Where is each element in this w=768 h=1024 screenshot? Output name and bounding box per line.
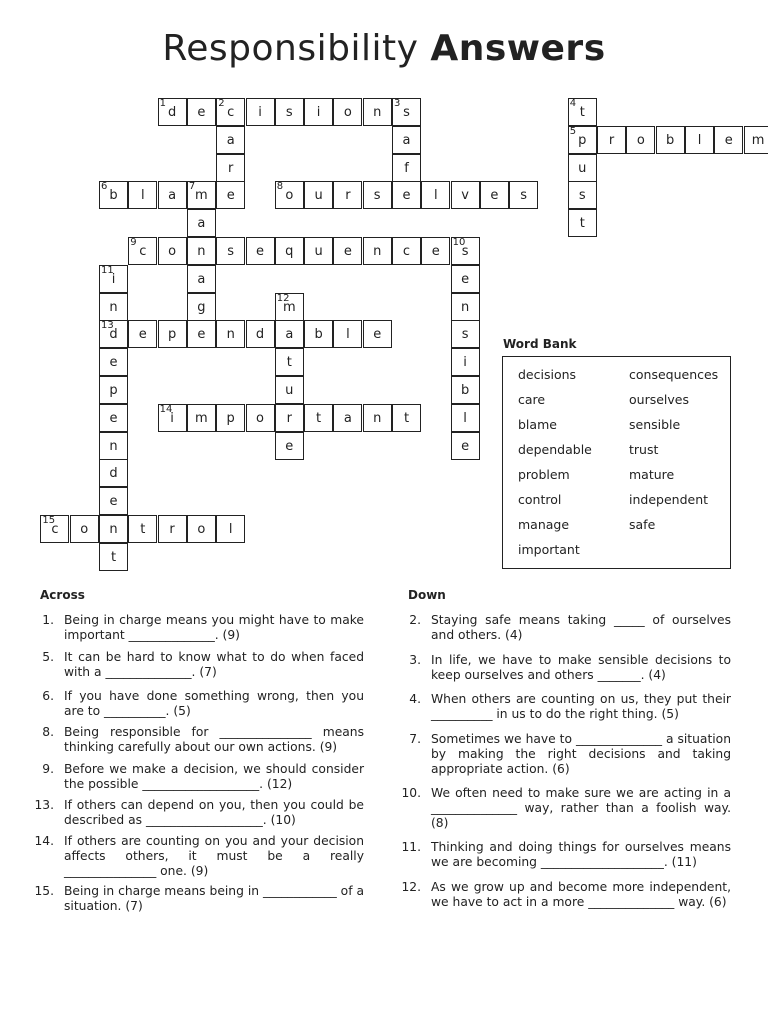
word-bank-item: decisions [518, 367, 577, 382]
cell-letter: e [343, 244, 352, 259]
cell-letter: s [461, 327, 469, 343]
cell-letter: l [697, 132, 702, 148]
crossword-cell [333, 98, 362, 126]
clue-number: 3 [394, 98, 401, 109]
crossword-cell [99, 459, 128, 487]
cell-letter: e [197, 327, 206, 343]
cell-letter: d [167, 105, 177, 120]
cell-letter: m [195, 188, 208, 204]
down-heading: Down [408, 588, 446, 602]
crossword-cell [451, 348, 480, 376]
crossword-cell [597, 126, 626, 154]
clue-text: As we grow up and become more independent, we have to act in a more ______________ way. (6) [431, 880, 731, 909]
crossword-cell [451, 293, 480, 321]
cell-letter: o [343, 105, 352, 120]
cell-letter: o [636, 132, 645, 148]
crossword-cell [275, 348, 304, 376]
cell-letter: e [373, 327, 382, 343]
crossword-cell [275, 237, 304, 265]
clue-number: 5. [42, 650, 54, 664]
word-bank-item: sensible [629, 417, 681, 432]
crossword-cell [158, 98, 187, 126]
word-bank [502, 356, 731, 569]
cell-letter: b [314, 327, 323, 343]
crossword-cell [333, 404, 362, 432]
clue-number: 1. [42, 613, 54, 627]
crossword-cell [187, 404, 216, 432]
crossword-cell [451, 404, 480, 432]
cell-letter: s [227, 244, 235, 259]
cell-letter: c [51, 522, 59, 537]
clue-number: 9 [130, 237, 137, 248]
crossword-cell [128, 320, 157, 348]
crossword-cell [509, 181, 538, 209]
cell-letter: p [109, 383, 118, 398]
crossword-cell [128, 237, 157, 265]
crossword-cell [275, 404, 304, 432]
crossword-cell [216, 404, 245, 432]
crossword-cell [187, 181, 216, 209]
clue-text: Staying safe means taking _____ of ourselves and others. (4) [431, 613, 731, 642]
cell-letter: s [403, 105, 410, 120]
clue-number: 14. [34, 834, 54, 848]
clue-text: Being responsible for _______________ means thinking carefully about our own actions. (9) [64, 725, 364, 754]
crossword-cell [363, 181, 392, 209]
crossword-cell [99, 404, 128, 432]
crossword-cell [246, 404, 275, 432]
cell-letter: o [80, 522, 89, 537]
clue-number: 6. [42, 689, 54, 703]
word-bank-item: dependable [518, 442, 592, 457]
cell-letter: r [169, 522, 175, 537]
crossword-cell [304, 320, 333, 348]
cell-letter: e [724, 132, 733, 148]
cell-letter: a [168, 188, 177, 204]
crossword-cell [656, 126, 685, 154]
crossword-cell [363, 404, 392, 432]
cell-letter: n [109, 299, 118, 315]
crossword-cell [99, 376, 128, 404]
clue-number: 2 [218, 98, 225, 109]
clue-text: It can be hard to know what to do when faced with a ______________. (7) [64, 650, 364, 679]
word-bank-item: important [518, 542, 580, 557]
cell-letter: e [226, 188, 235, 204]
cell-letter: a [285, 327, 294, 343]
cell-letter: e [461, 438, 470, 454]
crossword-cell [99, 348, 128, 376]
crossword-cell [275, 98, 304, 126]
word-bank-item: consequences [629, 367, 719, 382]
cell-letter: p [578, 132, 587, 148]
crossword-cell [216, 515, 245, 543]
cell-letter: e [109, 410, 118, 426]
cell-letter: e [461, 271, 470, 287]
clue-text: Being in charge means being in ____________ of a situation. (7) [64, 884, 364, 913]
crossword-cell [568, 209, 597, 237]
clue-number: 13. [34, 798, 54, 812]
crossword-cell [451, 376, 480, 404]
crossword-cell [246, 98, 275, 126]
word-bank-item: control [518, 492, 562, 507]
crossword-cell [392, 237, 421, 265]
cell-letter: i [463, 355, 467, 371]
word-bank-item: safe [629, 517, 656, 532]
word-bank-item: manage [518, 517, 570, 532]
cell-letter: i [316, 105, 321, 120]
cell-letter: r [228, 160, 234, 176]
cell-letter: n [109, 522, 118, 537]
cell-letter: d [109, 466, 118, 482]
crossword-cell [392, 126, 421, 154]
cell-letter: e [285, 438, 294, 454]
clue-text: When others are counting on us, they put their __________ in us to do the right thing. (5) [431, 692, 731, 721]
cell-letter: i [111, 271, 116, 287]
crossword-cell [363, 98, 392, 126]
cell-letter: a [197, 216, 206, 232]
clue-number: 3. [409, 653, 421, 667]
clue-text: If others are counting on you and your decision affects others, it must be a really _______________ one. (9) [64, 834, 364, 878]
cell-letter: s [461, 244, 469, 259]
crossword-cell [392, 98, 421, 126]
crossword-cell [275, 293, 304, 321]
word-bank-item: care [518, 392, 546, 407]
word-bank-title: Word Bank [503, 337, 577, 351]
cell-letter: e [256, 244, 264, 259]
crossword-cell [333, 320, 362, 348]
crossword-cell [187, 293, 216, 321]
cell-letter: e [138, 327, 147, 343]
crossword-cell [187, 237, 216, 265]
crossword-cell [246, 320, 275, 348]
crossword-cell [158, 181, 187, 209]
cell-letter: c [139, 244, 147, 259]
crossword-cell [99, 487, 128, 515]
clue-text: Thinking and doing things for ourselves means we are becoming ____________________. (11) [431, 840, 731, 869]
cell-letter: l [228, 522, 233, 537]
crossword-cell [392, 404, 421, 432]
cell-letter: t [579, 216, 585, 232]
clue-number: 4. [409, 692, 421, 706]
cell-letter: c [227, 105, 235, 120]
word-bank-item: problem [518, 467, 570, 482]
crossword-cell [451, 181, 480, 209]
crossword-cell [275, 181, 304, 209]
clue-text: Before we make a decision, we should consider the possible ___________________. (12) [64, 762, 364, 791]
crossword-cell [568, 154, 597, 182]
cell-letter: n [460, 299, 470, 315]
cell-letter: o [285, 188, 294, 204]
cell-letter: u [314, 244, 323, 259]
clue-number: 14 [159, 403, 173, 415]
cell-letter: l [463, 410, 467, 426]
crossword-cell [304, 237, 333, 265]
crossword-cell [480, 181, 509, 209]
title-main: Responsibility [162, 28, 419, 69]
crossword-cell [451, 237, 480, 265]
clue-number: 15. [34, 884, 54, 898]
cell-letter: s [578, 188, 586, 204]
cell-letter: r [345, 188, 351, 204]
cell-letter: l [433, 188, 438, 204]
cell-letter: u [578, 160, 587, 176]
crossword-cell [568, 126, 597, 154]
cell-letter: r [608, 132, 615, 148]
crossword-cell [333, 181, 362, 209]
crossword-cell [626, 126, 655, 154]
cell-letter: a [343, 410, 352, 426]
crossword-cell [128, 181, 157, 209]
crossword-cell [99, 320, 128, 348]
crossword-cell [714, 126, 743, 154]
crossword-cell [451, 320, 480, 348]
cell-letter: m [195, 410, 208, 426]
crossword-cell [744, 126, 768, 154]
crossword-cell [187, 209, 216, 237]
cell-letter: t [579, 105, 585, 120]
cell-letter: o [256, 410, 264, 426]
cell-letter: i [170, 410, 174, 426]
word-bank-item: ourselves [629, 392, 689, 407]
clue-number: 5 [569, 125, 577, 137]
word-bank-item: independent [629, 492, 709, 507]
crossword-cell [40, 515, 69, 543]
crossword-cell [216, 126, 245, 154]
clue-text: If others can depend on you, then you could be described as ___________________. (10) [64, 798, 364, 827]
cell-letter: e [490, 188, 499, 204]
crossword-cell [392, 181, 421, 209]
crossword-cell [421, 237, 450, 265]
crossword-cell [275, 376, 304, 404]
clue-number: 10 [452, 237, 466, 248]
cell-letter: b [460, 383, 470, 398]
cell-letter: t [316, 410, 322, 426]
title-answers: Answers [430, 28, 606, 69]
clue-number: 4 [569, 98, 577, 109]
clue-number: 2. [409, 613, 421, 627]
cell-letter: t [110, 549, 117, 565]
crossword-cell [158, 237, 187, 265]
crossword-cell [187, 515, 216, 543]
clue-text: Sometimes we have to ______________ a situation by making the right decisions and taking appropriate action. (6) [431, 732, 731, 776]
word-bank-column-1 [518, 367, 592, 567]
cell-letter: d [109, 327, 118, 343]
crossword-cell [363, 237, 392, 265]
crossword-cell [216, 98, 245, 126]
clue-number: 15 [42, 515, 56, 526]
cell-letter: n [373, 410, 382, 426]
cell-letter: s [373, 188, 381, 204]
clue-number: 11. [401, 840, 421, 854]
crossword-cell [568, 181, 597, 209]
clue-text: We often need to make sure we are acting in a ______________ way, rather than a foolish way. (8) [431, 786, 731, 830]
crossword-cell [275, 432, 304, 460]
clue-text: If you have done something wrong, then you are to __________. (5) [64, 689, 364, 718]
word-bank-item: trust [629, 442, 659, 457]
crossword-cell [275, 320, 304, 348]
cell-letter: l [140, 188, 145, 204]
crossword-cell [99, 181, 128, 209]
cell-letter: n [373, 244, 382, 259]
crossword-cell [216, 181, 245, 209]
cell-letter: b [666, 132, 675, 148]
crossword-cell [158, 404, 187, 432]
crossword-cell [216, 320, 245, 348]
cell-letter: m [751, 132, 765, 148]
crossword-cell [304, 98, 333, 126]
clue-number: 12. [401, 880, 421, 894]
clue-number: 7 [188, 181, 196, 193]
clue-number: 9. [42, 762, 54, 776]
cell-letter: p [167, 327, 177, 343]
crossword-cell [685, 126, 714, 154]
cell-letter: m [282, 299, 296, 315]
crossword-cell [216, 154, 245, 182]
cell-letter: e [402, 188, 411, 204]
crossword-cell [99, 543, 128, 571]
crossword-cell [421, 181, 450, 209]
cell-letter: s [285, 105, 293, 120]
cell-letter: o [197, 522, 206, 537]
crossword-cell [128, 515, 157, 543]
cell-letter: a [226, 132, 235, 148]
clue-text: Being in charge means you might have to make important ______________. (9) [64, 613, 364, 642]
crossword-cell [451, 432, 480, 460]
crossword-cell [158, 320, 187, 348]
crossword-cell [216, 237, 245, 265]
clue-number: 7. [409, 732, 421, 746]
cell-letter: u [285, 383, 294, 398]
cell-letter: e [109, 355, 118, 371]
cell-letter: n [197, 244, 206, 259]
cell-letter: s [520, 188, 528, 204]
crossword-cell [246, 237, 275, 265]
cell-letter: t [140, 522, 146, 537]
cell-letter: b [109, 188, 118, 204]
cell-letter: q [285, 244, 294, 259]
cell-letter: p [226, 410, 235, 426]
cell-letter: n [373, 105, 382, 120]
cell-letter: t [403, 410, 410, 426]
cell-letter: o [168, 244, 177, 259]
word-bank-column-2 [629, 367, 718, 542]
clue-text: In life, we have to make sensible decisions to keep ourselves and others _______. (4) [431, 653, 731, 682]
cell-letter: t [286, 355, 292, 371]
crossword-cell [333, 237, 362, 265]
cell-letter: v [461, 188, 469, 204]
cell-letter: e [197, 105, 206, 120]
crossword-cell [304, 181, 333, 209]
cell-letter: n [109, 438, 118, 454]
crossword-cell [99, 515, 128, 543]
word-bank-item: blame [518, 417, 557, 432]
crossword-cell [99, 265, 128, 293]
cell-letter: n [226, 327, 235, 343]
crossword-cell [187, 320, 216, 348]
cell-letter: u [314, 188, 323, 204]
cell-letter: c [402, 244, 411, 259]
cell-letter: f [404, 160, 409, 176]
cell-letter: i [258, 105, 262, 120]
crossword-cell [99, 432, 128, 460]
crossword-cell [70, 515, 99, 543]
cell-letter: l [346, 327, 350, 343]
crossword-cell [187, 265, 216, 293]
cell-letter: e [109, 494, 118, 510]
cell-letter: a [402, 132, 411, 148]
clue-number: 1 [159, 98, 166, 109]
crossword-cell [363, 320, 392, 348]
clue-number: 8. [42, 725, 54, 739]
clue-number: 13 [101, 320, 114, 332]
crossword-cell [187, 98, 216, 126]
cell-letter: r [286, 410, 292, 426]
clue-number: 10. [401, 786, 421, 800]
clue-number: 12 [276, 292, 290, 304]
cell-letter: a [197, 271, 206, 287]
across-heading: Across [40, 588, 85, 602]
clue-number: 11 [101, 264, 114, 276]
cell-letter: d [255, 327, 265, 343]
cell-letter: g [197, 299, 206, 315]
crossword-cell [568, 98, 597, 126]
crossword-cell [99, 293, 128, 321]
crossword-cell [451, 265, 480, 293]
word-bank-item: mature [629, 467, 675, 482]
crossword-cell [158, 515, 187, 543]
crossword-cell [392, 154, 421, 182]
clue-number: 8 [276, 181, 284, 193]
crossword-cell [304, 404, 333, 432]
clue-number: 6 [101, 181, 108, 193]
cell-letter: e [431, 244, 440, 259]
